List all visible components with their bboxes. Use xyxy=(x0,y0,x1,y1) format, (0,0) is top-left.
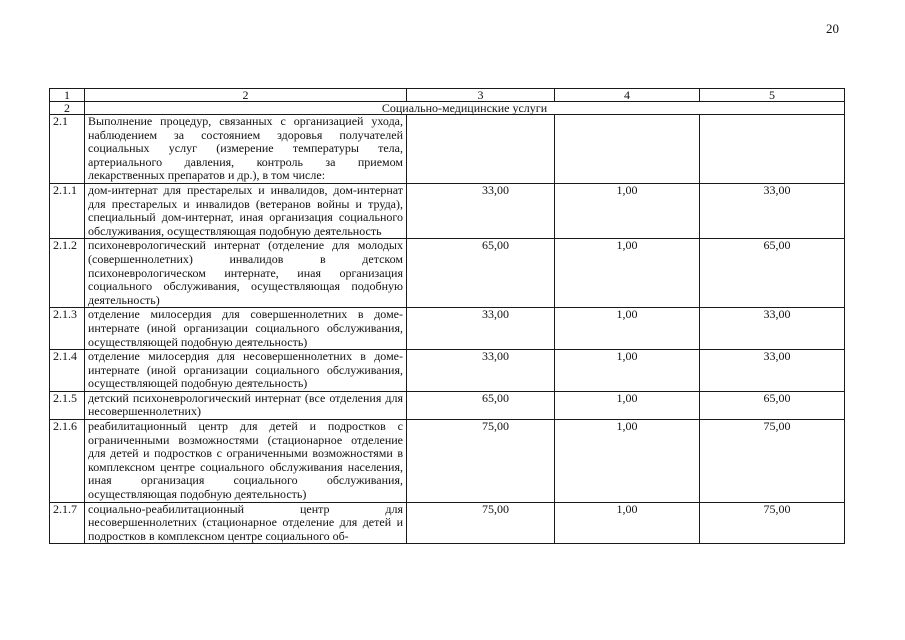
row-value-col5: 33,00 xyxy=(700,350,845,392)
column-number-cell: 3 xyxy=(407,89,555,102)
table-row xyxy=(50,420,845,503)
row-description: психоневрологический интернат (отделение для молодых (совершеннолетних) инвалидов в детском психоневрологическом интернате, иная организация социального обслуживания, осуществляющая подобную деятельность) xyxy=(85,239,407,308)
table-row xyxy=(50,391,845,419)
section-title: Социально-медицинские услуги xyxy=(85,102,845,115)
row-description: отделение милосердия для совершеннолетних в доме-интернате (иной организации социального обслуживания, осуществляющей подобную деятельность) xyxy=(85,308,407,350)
row-value-col4: 1,00 xyxy=(555,183,700,238)
row-description: отделение милосердия для несовершеннолетних в доме-интернате (иной организации социального обслуживания, осуществляющей подобную деятельность) xyxy=(85,350,407,392)
table-body xyxy=(50,115,845,544)
row-description: Выполнение процедур, связанных с организацией ухода, наблюдением за состоянием здоровья получателей социальных услуг (измерение температуры тела, артериального давления, контроль за приемом лекарственных препаратов и др.), в том числе: xyxy=(85,115,407,184)
table-row xyxy=(50,308,845,350)
row-code: 2.1 xyxy=(50,115,85,184)
table-row xyxy=(50,239,845,308)
row-code: 2.1.2 xyxy=(50,239,85,308)
row-value-col5: 75,00 xyxy=(700,420,845,503)
row-value-col3: 33,00 xyxy=(407,350,555,392)
row-value-col4: 1,00 xyxy=(555,350,700,392)
row-value-col5: 75,00 xyxy=(700,502,845,544)
row-value-col3: 33,00 xyxy=(407,183,555,238)
table-row xyxy=(50,350,845,392)
section-code: 2 xyxy=(50,102,85,115)
row-value-col3 xyxy=(407,115,555,184)
row-value-col3: 65,00 xyxy=(407,391,555,419)
row-value-col3: 65,00 xyxy=(407,239,555,308)
column-number-cell: 5 xyxy=(700,89,845,102)
column-number-cell: 1 xyxy=(50,89,85,102)
section-row xyxy=(50,102,845,115)
row-value-col4: 1,00 xyxy=(555,391,700,419)
row-description: детский психоневрологический интернат (все отделения для несовершеннолетних) xyxy=(85,391,407,419)
row-code: 2.1.3 xyxy=(50,308,85,350)
row-value-col3: 33,00 xyxy=(407,308,555,350)
row-value-col4: 1,00 xyxy=(555,308,700,350)
row-value-col4: 1,00 xyxy=(555,239,700,308)
row-description: реабилитационный центр для детей и подростков с ограниченными возможностями (стационарное отделение для детей и подростков с ограниченными возможностями в комплексном центре социального обслуживания населения, иная организация социального обслуживания, осуществляющая подобную деятельность) xyxy=(85,420,407,503)
page-number: 20 xyxy=(826,21,839,36)
column-number-row xyxy=(50,89,845,102)
row-code: 2.1.5 xyxy=(50,391,85,419)
row-code: 2.1.4 xyxy=(50,350,85,392)
row-value-col4: 1,00 xyxy=(555,502,700,544)
row-value-col4 xyxy=(555,115,700,184)
row-value-col5: 33,00 xyxy=(700,308,845,350)
row-value-col3: 75,00 xyxy=(407,502,555,544)
column-number-cell: 4 xyxy=(555,89,700,102)
row-description: социально-реабилитационный центр для несовершеннолетних (стационарное отделение для детей и подростков в комплексном центре социального об- xyxy=(85,502,407,544)
row-value-col5: 33,00 xyxy=(700,183,845,238)
row-code: 2.1.6 xyxy=(50,420,85,503)
row-value-col5: 65,00 xyxy=(700,391,845,419)
table-row xyxy=(50,183,845,238)
row-code: 2.1.1 xyxy=(50,183,85,238)
row-value-col4: 1,00 xyxy=(555,420,700,503)
row-code: 2.1.7 xyxy=(50,502,85,544)
table-row xyxy=(50,502,845,544)
row-value-col3: 75,00 xyxy=(407,420,555,503)
row-value-col5: 65,00 xyxy=(700,239,845,308)
row-value-col5 xyxy=(700,115,845,184)
services-tariff-table xyxy=(49,88,845,544)
row-description: дом-интернат для престарелых и инвалидов, дом-интернат для престарелых и инвалидов (ветеранов войны и труда), специальный дом-интернат, иная организация социального обслуживания, осуществляющая подобную деятельность xyxy=(85,183,407,238)
table-row xyxy=(50,115,845,184)
column-number-cell: 2 xyxy=(85,89,407,102)
